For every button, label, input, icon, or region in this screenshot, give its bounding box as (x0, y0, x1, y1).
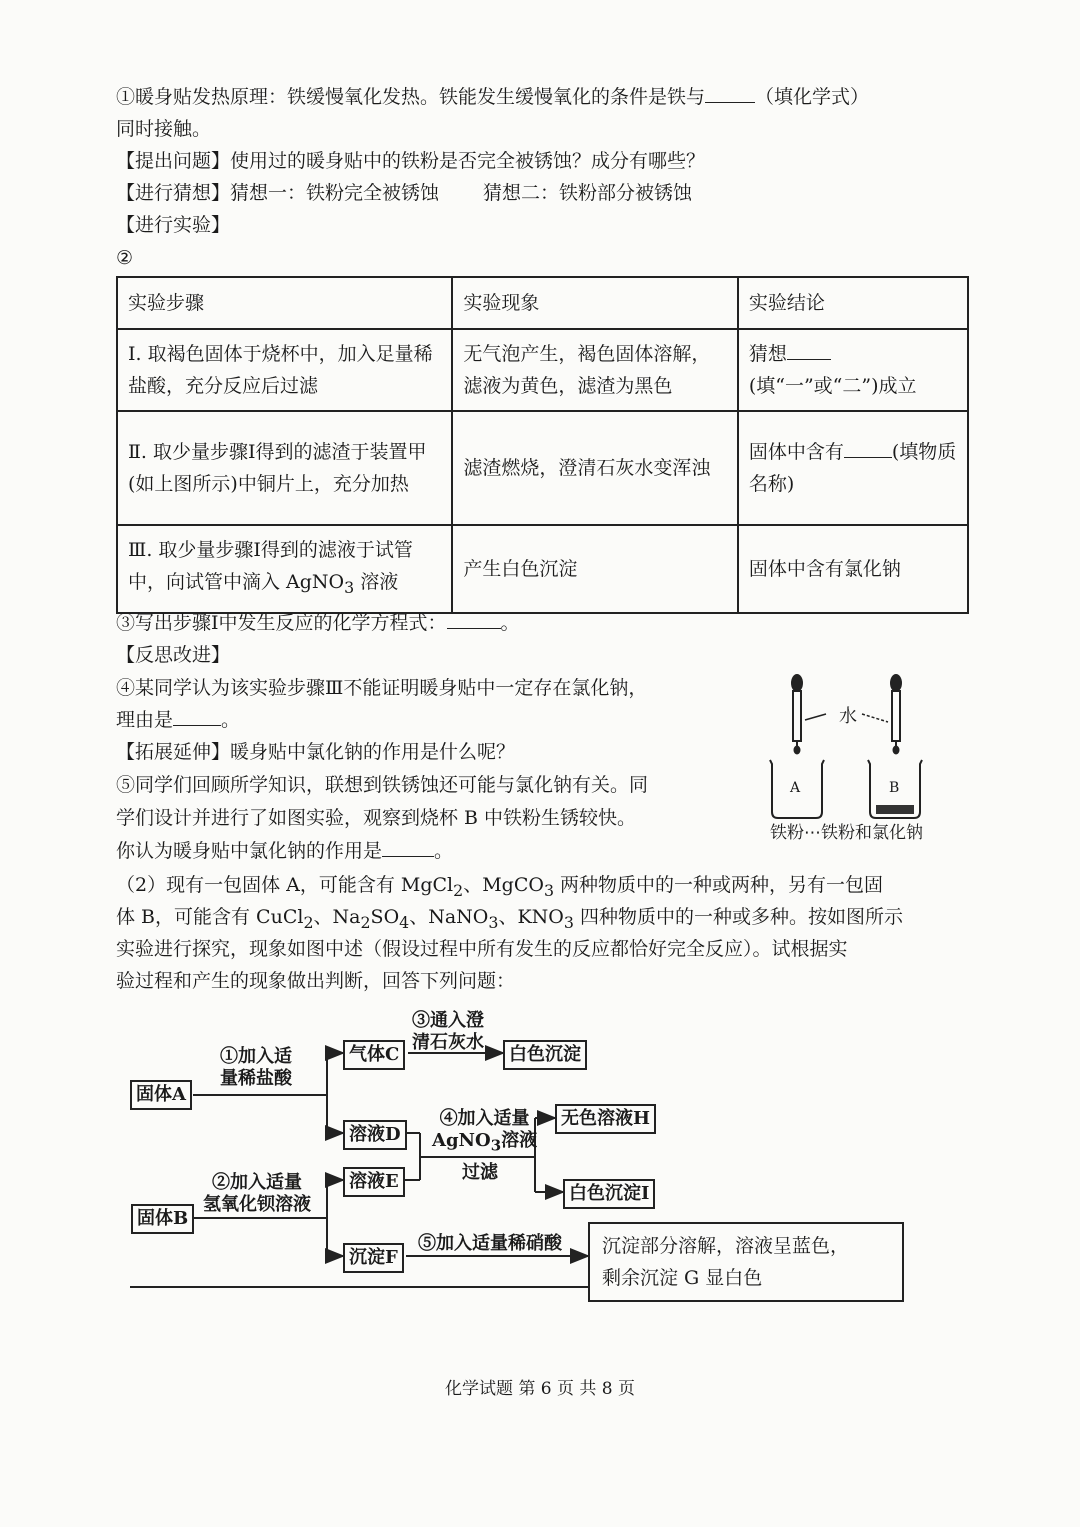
step-5-label: ⑤加入适量稀硝酸 (418, 1233, 562, 1254)
row3-phenomenon: 产生白色沉淀 (452, 525, 738, 613)
extend-heading: 【拓展延伸】暖身贴中氯化钠的作用是什么呢？ (116, 741, 516, 763)
part2-line-4: 验过程和产生的现象做出判断，回答下列问题： (116, 970, 516, 992)
gas-c-box: 气体C (343, 1040, 405, 1070)
experiment-heading: 【进行实验】 (116, 214, 231, 236)
question-1-cont: 同时接触。 (116, 118, 212, 140)
part2-line-1: （2）现有一包固体 A，可能含有 MgCl$_2$、MgCO$_3$ 两种物质中的一种或两种，另有一包固 (116, 874, 884, 900)
row2-phenomenon: 滤渣燃烧，澄清石灰水变浑浊 (452, 411, 738, 525)
result-box: 沉淀部分溶解，溶液呈蓝色， 剩余沉淀 G 显白色 (588, 1222, 904, 1302)
guess-two: 猜想二：铁粉部分被锈蚀 (483, 182, 693, 204)
row1-conclusion: 猜想(填“一”或“二”)成立 (738, 329, 968, 411)
white-precipitate-box: 白色沉淀 (503, 1040, 587, 1070)
water-label: 水 (839, 706, 857, 727)
colorless-solution-h-box: 无色溶液H (555, 1104, 656, 1134)
question-4-line: ④某同学认为该实验步骤Ⅲ不能证明暖身贴中一定存在氯化钠， (116, 677, 648, 699)
question-1-hint: （填化学式） (755, 86, 870, 108)
row3-step: Ⅲ. 取少量步骤Ⅰ得到的滤液于试管中，向试管中滴入 AgNO$_3$ 溶液 (117, 525, 452, 613)
beaker-a-label: A (790, 780, 801, 796)
filter-label: 过滤 (462, 1162, 498, 1183)
part2-line-3: 实验进行探究，现象如图中述（假设过程中所有发生的反应都恰好完全反应）。试根据实 (116, 938, 848, 960)
question-heading: 【提出问题】使用过的暖身贴中的铁粉是否完全被锈蚀？成分有哪些？ (116, 150, 706, 172)
question-1-text: ①暖身贴发热原理：铁缓慢氧化发热。铁能发生缓慢氧化的条件是铁与 (116, 86, 706, 108)
header-phenomenon: 实验现象 (452, 277, 738, 329)
row2-conclusion: 固体中含有 (填物质名称) (738, 411, 968, 525)
solid-b-box: 固体B (131, 1204, 194, 1234)
item-2-marker: ② (116, 247, 134, 269)
solution-e-box: 溶液E (343, 1167, 405, 1197)
solid-a-box: 固体A (130, 1080, 192, 1110)
guess-one: 【进行猜想】猜想一：铁粉完全被锈蚀 (116, 182, 440, 204)
step-3-label: ③通入澄 清石灰水 (412, 1010, 484, 1053)
question-5-line-2: 学们设计并进行了如图实验，观察到烧杯 B 中铁粉生锈较快。 (116, 807, 637, 829)
question-5-line-3: 你认为暖身贴中氯化钠的作用是 。 (116, 840, 454, 862)
page-footer: 化学试题 第 6 页 共 8 页 (444, 1379, 636, 1399)
row3-conclusion: 固体中含有氯化钠 (738, 525, 968, 613)
part2-line-2: 体 B，可能含有 CuCl$_2$、$Na_2SO_4$、NaNO$_3$、$KNO_3$ 四种物质中的一种或多种。按如图所示 (116, 906, 903, 932)
row1-step: Ⅰ. 取褐色固体于烧杯中，加入足量稀盐酸，充分反应后过滤 (117, 329, 452, 411)
beaker-caption: 铁粉⋯铁粉和氯化钠 (770, 823, 923, 843)
beaker-b-label: B (889, 780, 900, 796)
step-4-label: ④加入适量 AgNO$_3$溶液 (432, 1108, 538, 1155)
step-2-label: ②加入适量 氢氧化钡溶液 (203, 1172, 311, 1215)
step-1-label: ①加入适 量稀盐酸 (220, 1046, 292, 1089)
header-conclusion: 实验结论 (738, 277, 968, 329)
question-3-line: ③写出步骤Ⅰ中发生反应的化学方程式： 。 (116, 612, 520, 634)
white-precipitate-i-box: 白色沉淀I (563, 1179, 655, 1209)
precipitate-f-box: 沉淀F (343, 1243, 404, 1273)
question-5-line-1: ⑤同学们回顾所学知识，联想到铁锈蚀还可能与氯化钠有关。同 (116, 774, 649, 796)
solution-d-box: 溶液D (343, 1120, 407, 1150)
row2-step: Ⅱ. 取少量步骤Ⅰ得到的滤渣于装置甲(如上图所示)中铜片上，充分加热 (117, 411, 452, 525)
question-4-reason: 理由是 。 (116, 709, 241, 731)
row1-phenomenon: 无气泡产生，褐色固体溶解，滤液为黄色，滤渣为黑色 (452, 329, 738, 411)
header-steps: 实验步骤 (117, 277, 452, 329)
reflect-heading: 【反思改进】 (116, 644, 231, 666)
